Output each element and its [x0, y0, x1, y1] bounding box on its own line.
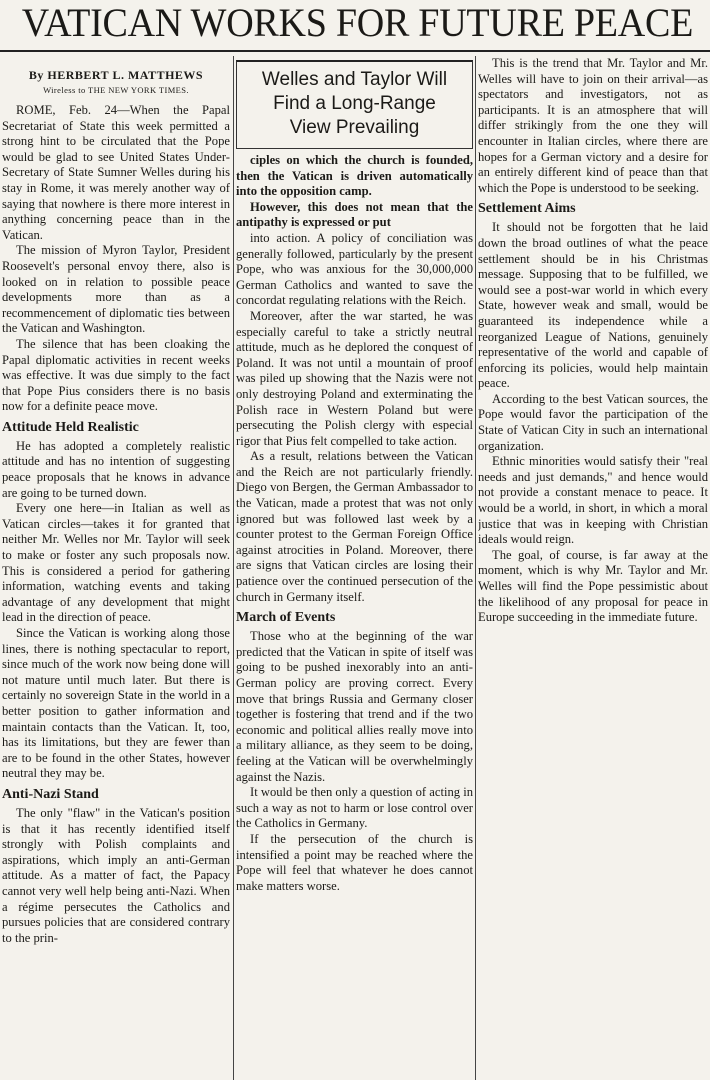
deck-box — [236, 60, 473, 149]
deck-line-3: View Prevailing — [289, 117, 420, 138]
column-2-body — [236, 153, 473, 894]
paragraph: This is the trend that Mr. Taylor and Mr. Welles will have to join on their arrival—as spectators and investigators, not as participants. It is an atmosphere that will differ strikingly from the one they will encounter in Italian circles, where there are hopes for a German victory and a desire for an entirely different kind of peace than that which the Pope is understood to be seeking. — [478, 56, 708, 195]
subheading: March of Events — [236, 610, 336, 626]
paragraph: Since the Vatican is working along those lines, there is nothing spectacular to report, since much of the work now being done will not mature until much later. But there is certainly no sovereign State in the world in a better position to gather information and maintain contacts than the Vatican. It, too, has its limitations, but they are fewer than are to be found in the other States, however neutral they may be. — [2, 626, 230, 781]
paragraph: He has adopted a completely realistic attitude and has no intention of suggesting peace proposals that he knows in advance are going to be turned down. — [2, 438, 230, 500]
column-divider — [233, 56, 234, 1080]
column-3 — [478, 56, 708, 1080]
deck-line-2: Find a Long-Range — [273, 93, 436, 114]
paragraph: However, this does not mean that the antipathy is expressed or put — [236, 199, 473, 230]
column-1 — [2, 56, 230, 1080]
byline: By HERBERT L. MATTHEWS — [28, 68, 204, 82]
column-divider — [475, 56, 476, 1080]
article-columns — [2, 56, 708, 1080]
deck-line-1: Welles and Taylor Will — [261, 69, 448, 90]
paragraph: It would be then only a question of acting in such a way as not to harm or lose control over the Catholics in Germany. — [236, 785, 473, 831]
paragraph: Those who at the beginning of the war predicted that the Vatican in spite of itself was going to be pushed inexorably into an anti-German policy are proving correct. Every move that brings Russia and Germany closer together is fostering that trend and if the two economic and political allies really move into a military alliance, as they seem to be doing, feeling at the Vatican will be overwhelmingly against the Nazis. — [236, 629, 473, 784]
paragraph: ciples on which the church is founded, then the Vatican is driven automatically into the opposition camp. — [236, 153, 473, 199]
paragraph: Moreover, after the war started, he was especially careful to take a strictly neutral attitude, much as he deplored the conquest of Poland. It was not until a mountain of proof was piled up showing that the Nazis were not only destroying Poland and exterminating the Polish race in Western Poland but were persecuting the Polish clergy with especial rigor that Pius felt compelled to take action. — [236, 308, 473, 448]
paragraph: Every one here—in Italian as well as Vatican circles—takes it for granted that neither Mr. Welles nor Mr. Taylor will seek to make or foster any such proposals now. This is considered a period for gathering information, watching events and taking advantage of any development that might lead in the direction of peace. — [2, 501, 230, 625]
paragraph: It should not be forgotten that he laid down the broad outlines of what the peace settlement should be in his Christmas message. Supposing that to be fulfilled, we would see a post-war world in which every State, however weak and small, would be guaranteed its independence while a reorganized League of Nations, genuinely representative of the world and capable of enforcing its policies, would help maintain peace. — [478, 220, 708, 391]
subheading: Settlement Aims — [478, 201, 576, 217]
paragraph: The goal, of course, is far away at the moment, which is why Mr. Taylor and Mr. Welles will find the Pope pessimistic about the likelihood of any proposal for peace in Europe succeeding in the immediate future. — [478, 547, 708, 625]
column-2 — [236, 56, 473, 1080]
paragraph: Ethnic minorities would satisfy their "real needs and just demands," and hence would not provide a constant menace to peace. It would be a world, in short, in which a moral justice that was in keeping with Christian ideals would reign. — [478, 454, 708, 547]
subheading: Attitude Held Realistic — [2, 419, 139, 435]
paragraph: ROME, Feb. 24—When the Papal Secretariat of State this week permitted a strong hint to be circulated that the Pope would be glad to see United States Under-Secretary of State Sumner Welles during his stay in Rome, it was merely another way of saying that nowhere is there more interest in anything concerning peace than in the Vatican. — [2, 103, 230, 242]
headline-rule — [0, 50, 710, 52]
paragraph: If the persecution of the church is intensified a point may be reached where the Pope will feel that whatever he does cannot make matters worse. — [236, 831, 473, 893]
column-3-body — [478, 56, 708, 626]
paragraph: The only "flaw" in the Vatican's position is that it has recently identified itself strongly with Polish complaints and aspirations, which imply an anti-German attitude. As a matter of fact, the Papacy cannot very well help being anti-Nazi. When a régime persecutes the Catholics and pursues policies that are considered contrary to the prin- — [2, 805, 230, 945]
paragraph: The silence that has been cloaking the Papal diplomatic activities in recent weeks was effective. It was due simply to the fact that Pope Pius considers there is no basis now for a definite peace move. — [2, 336, 230, 414]
paragraph: into action. A policy of conciliation was generally followed, particularly by the present Pope, who was anxious for the 30,000,000 German Catholics and wanted to save the concordat regulating relations with the Reich. — [236, 230, 473, 308]
wire-credit: Wireless to THE NEW YORK TIMES. — [43, 85, 189, 95]
paragraph: The mission of Myron Taylor, President Roosevelt's personal envoy there, also is looked on in relation to possible peace developments more than as a recommencement of diplomatic ties between the Vatican and Washington. — [2, 243, 230, 336]
headline: VATICAN WORKS FOR FUTURE PEACE — [21, 0, 694, 45]
paragraph: According to the best Vatican sources, the Pope would favor the participation of the State of Vatican City in such an international organization. — [478, 391, 708, 453]
subheading: Anti-Nazi Stand — [2, 786, 99, 802]
paragraph: As a result, relations between the Vatican and the Reich are not particularly friendly. Diego von Bergen, the German Ambassador to the Vatican, made a protest that was not only ignored but was followed last week by a counter protest to the German Foreign Office against atrocities in Poland. Moreover, there are signs that Vatican circles are losing their patience over the continued persecution of the church in Germany itself. — [236, 449, 473, 604]
column-1-body — [2, 103, 230, 946]
